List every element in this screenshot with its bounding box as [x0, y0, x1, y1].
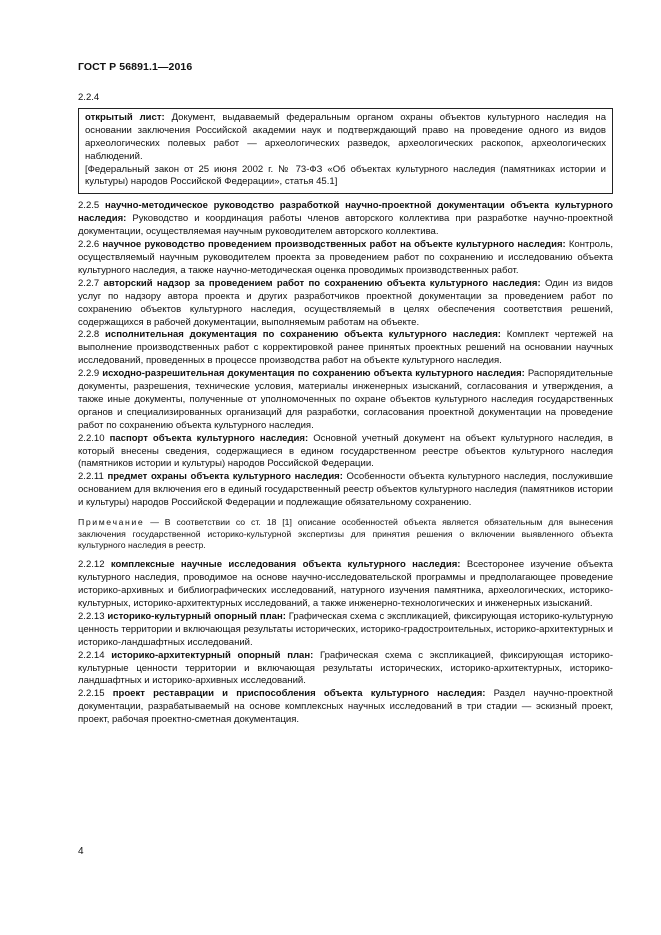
definition: Раздел научно-проектной документации, разрабатываемый на основе комплексных научных исследований в три стадии — эскизный проект, проект, рабочая проектно-сметная документация.	[78, 688, 614, 726]
definition: Особенности объекта культурного наследия, послужившие основанием для включения его в единый государственный реестр объектов культурного наследия (памятников истории и культуры) народов Российской Федерации и подлежащие обязательному сохранению.	[78, 471, 613, 509]
definition: Руководство и координация работы членов авторского коллектива при разработке научно-проектной документации, осуществляемая научным руководителем авторского коллектива.	[78, 213, 613, 238]
term-entry	[78, 329, 613, 368]
definition: Один из видов услуг по надзору автора проекта и других разработчиков проектной документации за проведением работ по сохранению объектов культурного наследия, осуществляемый в целях обеспечения соответствия решений, содержащихся в рабочей документации, выполняемым работам на объекте.	[78, 277, 614, 328]
term: исходно-разрешительная документация по сохранению объекта культурного наследия:	[102, 368, 525, 380]
entry-number: 2.2.12	[78, 559, 105, 571]
entry-number: 2.2.8	[78, 329, 100, 341]
term-entry	[78, 239, 613, 278]
note	[78, 517, 613, 551]
law-reference: [Федеральный закон от 25 июня 2002 г. № 73-ФЗ «Об объектах культурного наследия (памятниках истории и культуры) народов Российской Федерации», статья 45.1]	[85, 163, 606, 188]
entry-number: 2.2.11	[78, 471, 104, 483]
term-entry	[78, 368, 613, 433]
term-entry	[78, 650, 613, 689]
entry-number: 2.2.5	[78, 200, 100, 212]
standard-header: ГОСТ Р 56891.1—2016	[78, 61, 193, 73]
entry-number: 2.2.4	[78, 92, 100, 103]
definition: Комплект чертежей на выполнение производственных работ с корректировкой ранее принятых проектных решений на основании научных исследований, проведенных в процессе производства работ на объекте культурного наследия.	[78, 329, 614, 367]
definition: Графическая схема с экспликацией, фиксирующая историко-культурные ценности территории и включающая результаты исторических, историко-архитектурных, историко-ландшафтных и историко-архивных исследований.	[78, 649, 613, 687]
term-entry	[78, 559, 613, 611]
entry-number: 2.2.13	[78, 610, 105, 622]
definition: Основной учетный документ на объект культурного наследия, в который внесены сведения, содержащиеся в едином государственном реестре объектов культурного наследия (памятников истории и культуры) народов Российской Федерации.	[78, 432, 614, 470]
page-number: 4	[78, 846, 84, 857]
entry-number: 2.2.9	[78, 368, 100, 380]
term: открытый лист:	[85, 111, 165, 123]
term-entry	[78, 200, 613, 239]
term: проект реставрации и приспособления объекта культурного наследия:	[112, 688, 486, 700]
note-label: Примечание	[78, 517, 145, 528]
entry-number: 2.2.14	[78, 649, 105, 661]
entry-number: 2.2.7	[78, 277, 100, 289]
term-entry	[78, 688, 613, 727]
definition: Контроль, осуществляемый научным руководителем проекта за проведением работ по сохранению и исследованию объекта культурного наследия, а также научно-методическая оценка проводимых производственных работ.	[78, 239, 613, 276]
boxed-definition	[78, 108, 613, 194]
term-entry	[78, 278, 613, 330]
document-body	[78, 92, 613, 727]
term-entry	[85, 112, 606, 164]
term: историко-архитектурный опорный план:	[111, 649, 314, 661]
term-entry	[78, 611, 613, 650]
term: комплексные научные исследования объекта культурного наследия:	[110, 559, 461, 571]
term: научное руководство проведением производственных работ на объекте культурного наследия:	[102, 239, 566, 251]
definition: Всесторонее изучение объекта культурного наследия, проводимое на основе научно-исследовательской программы и предполагающее проведение историко-архивных и библиографических исследований, натурного изучения памятника, археологических, историко-культурных, историко-архитектурных исследований, а также инженерно-технологических и инженерных изысканий.	[78, 559, 613, 610]
definition: Документ, выдаваемый федеральным органом охраны объектов культурного наследия на основании заключения Российской академии наук и подтверждающий право на проведение одного из видов археологических полевых работ — археологических разведок, археологических раскопок, археологических наблюдений.	[85, 111, 607, 162]
entry-number: 2.2.15	[78, 688, 105, 700]
term: паспорт объекта культурного наследия:	[109, 432, 309, 444]
term: авторский надзор за проведением работ по сохранению объекта культурного наследия:	[103, 277, 541, 289]
note-text: — В соответствии со ст. 18 [1] описание особенностей объекта является обязательным для вынесения заключения государственной историко-культурной экспертизы для принятия решения о включении выявленного объекта культурного наследия в реестр.	[78, 517, 613, 550]
entry-number: 2.2.10	[78, 432, 105, 444]
term-entry	[78, 471, 613, 510]
term: научно-методическое руководство разработкой научно-проектной документации объекта культурного наследия:	[78, 200, 613, 225]
definition: Графическая схема с экспликацией, фиксирующая историко-культурную ценность территории и включающая результаты исторических, историко-градостроительных, историко-архитектурных и историко-ландшафтных исследований.	[78, 610, 614, 648]
definition: Распорядительные документы, разрешения, технические условия, материалы инженерных изысканий, согласования и утверждения, а также иные документы, полученные от уполномоченных по охране объектов культурного наследия государственных органов и специализированных организаций для разработки, согласования проектной документации на проведение работ по сохранению объекта культурного наследия.	[78, 368, 613, 431]
term: исполнительная документация по сохранению объекта культурного наследия:	[105, 329, 501, 341]
term: историко-культурный опорный план:	[107, 610, 286, 622]
entry-number: 2.2.6	[78, 239, 100, 251]
term-entry	[78, 433, 613, 472]
term: предмет охраны объекта культурного наследия:	[107, 471, 343, 483]
